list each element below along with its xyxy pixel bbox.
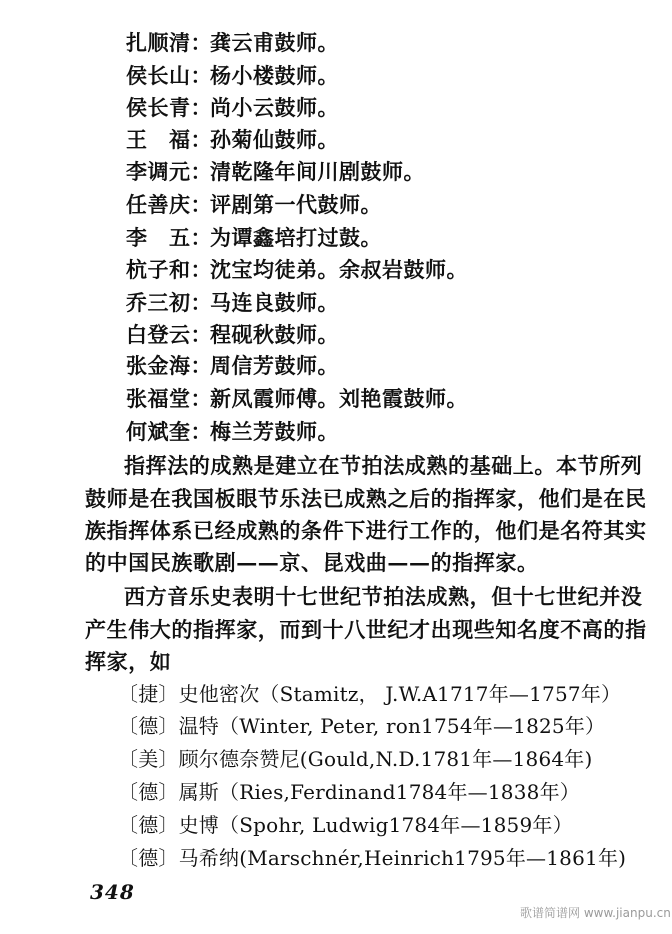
entry-desc: 梅兰芳鼓师。: [210, 419, 339, 444]
entry-name: 侯长山：: [126, 63, 212, 88]
entry-desc: 孙菊仙鼓师。: [210, 127, 339, 152]
list-item: [126, 419, 339, 445]
entry-name: 杭子和：: [126, 257, 212, 282]
entry-desc: 新凤霞师傅。刘艳霞鼓师。: [210, 386, 468, 411]
list-item: [126, 63, 339, 89]
list-item: [126, 127, 339, 153]
composer-item: 〔德〕马希纳(Marschnér,Heinrich1795年—1861年): [118, 846, 627, 870]
entry-name: 任善庆：: [126, 192, 212, 217]
entry-desc: 清乾隆年间川剧鼓师。: [210, 159, 425, 184]
entry-name: 张金海：: [126, 353, 212, 378]
entry-desc: 龚云甫鼓师。: [210, 30, 339, 55]
list-item: [126, 290, 339, 316]
paragraph-line: 指挥法的成熟是建立在节拍法成熟的基础上。本节所列: [124, 453, 643, 478]
entry-name: 侯长青：: [126, 95, 212, 120]
list-item: [126, 159, 425, 185]
composer-item: 〔捷〕史他密次（Stamitz， J.W.A1717年—1757年）: [118, 682, 622, 706]
list-item: [126, 192, 382, 218]
composer-item: 〔德〕温特（Winter, Peter, ron1754年—1825年）: [118, 714, 606, 738]
entry-name: 李 五：: [126, 225, 212, 250]
entry-desc: 杨小楼鼓师。: [210, 63, 339, 88]
entry-desc: 为谭鑫培打过鼓。: [210, 225, 382, 250]
entry-desc: 沈宝均徒弟。余叔岩鼓师。: [210, 257, 468, 282]
list-item: [126, 322, 339, 348]
paragraph-line: 族指挥体系已经成熟的条件下进行工作的，他们是名符其实: [85, 518, 647, 543]
entry-name: 何斌奎：: [126, 419, 212, 444]
list-item: [126, 257, 468, 283]
paragraph-line: 的中国民族歌剧——京、昆戏曲——的指挥家。: [85, 550, 539, 575]
paragraph-line: 西方音乐史表明十七世纪节拍法成熟，但十七世纪并没: [124, 584, 643, 609]
list-item: [126, 95, 339, 121]
entry-desc: 尚小云鼓师。: [210, 95, 339, 120]
entry-desc: 周信芳鼓师。: [210, 353, 339, 378]
list-item: [126, 386, 468, 412]
paragraph-line: 挥家，如: [85, 649, 172, 674]
composer-item: 〔德〕属斯（Ries,Ferdinand1784年—1838年）: [118, 780, 580, 804]
entry-name: 乔三初：: [126, 290, 212, 315]
entry-name: 王 福：: [126, 127, 212, 152]
paragraph-line: 产生伟大的指挥家，而到十八世纪才出现些知名度不高的指: [85, 617, 647, 642]
entry-desc: 评剧第一代鼓师。: [210, 192, 382, 217]
entry-desc: 程砚秋鼓师。: [210, 322, 339, 347]
composer-item: 〔美〕顾尔德奈赞尼(Gould,N.D.1781年—1864年): [118, 747, 593, 771]
entry-name: 张福堂：: [126, 386, 212, 411]
entry-name: 李调元：: [126, 159, 212, 184]
watermark: 歌谱简谱网 www.jianpu.cn: [520, 906, 671, 920]
list-item: [126, 30, 339, 56]
composer-item: 〔德〕史博（Spohr, Ludwig1784年—1859年）: [118, 813, 573, 837]
entry-name: 扎顺清：: [126, 30, 212, 55]
list-item: [126, 353, 339, 379]
page-number: 348: [90, 880, 135, 904]
entry-name: 白登云：: [126, 322, 212, 347]
list-item: [126, 225, 382, 251]
paragraph-line: 鼓师是在我国板眼节乐法已成熟之后的指挥家，他们是在民: [85, 486, 647, 511]
entry-desc: 马连良鼓师。: [210, 290, 339, 315]
